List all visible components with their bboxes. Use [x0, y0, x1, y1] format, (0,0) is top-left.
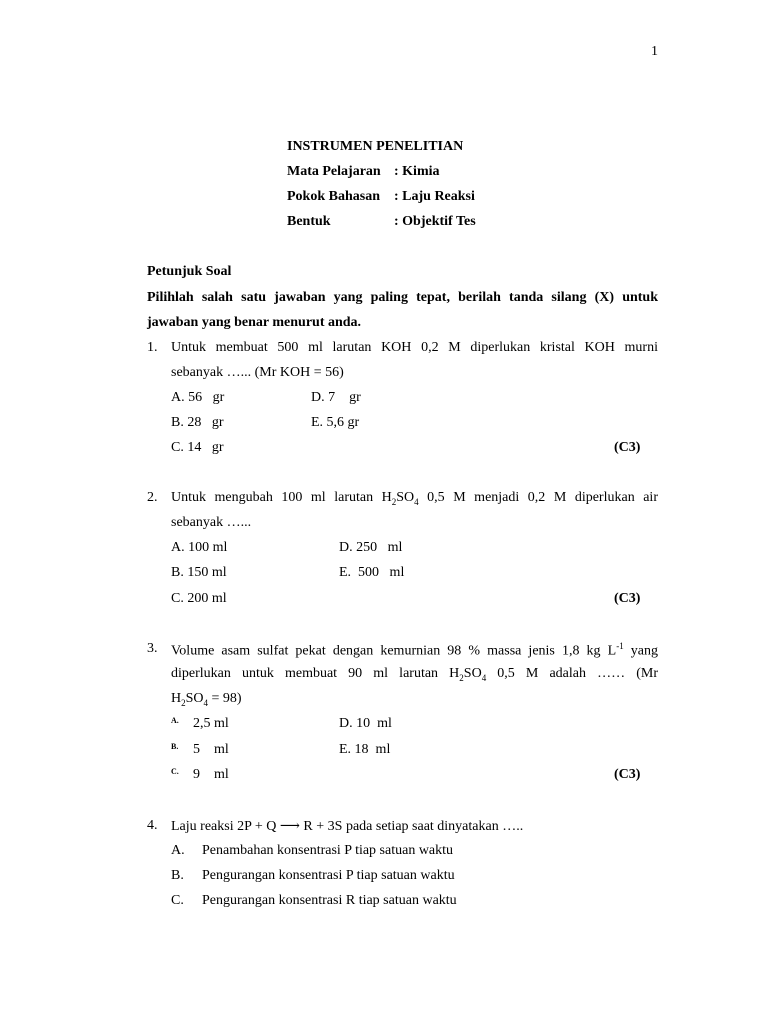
option-letter[interactable]: A. [171, 843, 185, 858]
option-b[interactable] [171, 742, 229, 758]
header-row-topic [287, 189, 475, 205]
question-text-line: Untuk membuat 500 ml larutan KOH 0,2 M diperlukan kristal KOH murni [171, 340, 658, 355]
option-text: 5 ml [193, 742, 229, 757]
option-b[interactable]: B. 150 ml [171, 565, 227, 580]
option-letter[interactable]: C. [171, 893, 184, 908]
instructions-line-2: jawaban yang benar menurut anda. [147, 315, 362, 330]
option-e[interactable]: E. 5,6 gr [311, 415, 360, 430]
page-number: 1 [651, 44, 658, 59]
option-d[interactable]: D. 10 ml [339, 716, 392, 731]
question-text-line: sebanyak …... (Mr KOH = 56) [171, 365, 344, 380]
option-a[interactable]: A. 100 ml [171, 540, 228, 555]
question-number: 1. [147, 340, 158, 355]
option-d[interactable]: D. 7 gr [311, 390, 361, 405]
question-text-line: sebanyak …... [171, 515, 252, 530]
option-b[interactable]: B. 28 gr [171, 415, 224, 430]
option-letter: B. [171, 742, 179, 751]
cognitive-level-code: (C3) [614, 591, 641, 606]
option-b[interactable]: Pengurangan konsentrasi P tiap satuan waktu [202, 868, 455, 883]
header-row-subject [287, 164, 440, 180]
option-e[interactable]: E. 18 ml [339, 742, 391, 757]
question-text-line: Volume asam sulfat pekat dengan kemurnian 98 % massa jenis 1,8 kg $L^{-1}$ yang [171, 641, 659, 659]
question-number: 2. [147, 490, 158, 505]
question-text-line: Untuk mengubah 100 ml larutan $H_2SO_4$ 0,5 M menjadi 0,2 M diperlukan air [171, 490, 658, 507]
cognitive-level-code: (C3) [614, 440, 641, 455]
option-c[interactable]: C. 14 gr [171, 440, 224, 455]
option-letter[interactable]: B. [171, 868, 184, 883]
option-c[interactable] [171, 767, 229, 783]
option-a[interactable] [171, 716, 229, 732]
option-c[interactable]: C. 200 ml [171, 591, 227, 606]
instructions-line-1: Pilihlah salah satu jawaban yang paling tepat, berilah tanda silang (X) untuk [147, 290, 658, 305]
header-row-form [287, 214, 476, 230]
header-label: Mata Pelajaran [287, 164, 381, 179]
document-title: INSTRUMEN PENELITIAN [287, 139, 464, 154]
header-label: Pokok Bahasan [287, 189, 380, 204]
header-value: : Objektif Tes [394, 214, 476, 229]
option-letter: C. [171, 767, 179, 776]
question-text-line: Laju reaksi 2P + Q ⟶ R + 3S pada setiap saat dinyatakan ….. [171, 819, 524, 834]
question-text-line: $H_2SO_4 = 98$) [171, 691, 242, 708]
option-text: 9 ml [193, 767, 229, 782]
option-e[interactable]: E. 500 ml [339, 565, 405, 580]
option-c[interactable]: Pengurangan konsentrasi R tiap satuan waktu [202, 893, 457, 908]
option-a[interactable]: Penambahan konsentrasi P tiap satuan waktu [202, 843, 454, 858]
header-value: : Laju Reaksi [394, 189, 475, 204]
option-letter: A. [171, 716, 179, 725]
option-text: 2,5 ml [193, 716, 229, 731]
question-number: 3. [147, 641, 158, 656]
question-text-line: diperlukan untuk membuat 90 ml larutan $H_2SO_4$ 0,5 M adalah …… (Mr [171, 666, 658, 683]
instructions-title: Petunjuk Soal [147, 264, 232, 279]
question-number: 4. [147, 818, 158, 833]
header-value: : Kimia [394, 164, 440, 179]
header-label: Bentuk [287, 214, 331, 229]
option-d[interactable]: D. 250 ml [339, 540, 403, 555]
cognitive-level-code: (C3) [614, 767, 641, 782]
option-a[interactable]: A. 56 gr [171, 390, 225, 405]
